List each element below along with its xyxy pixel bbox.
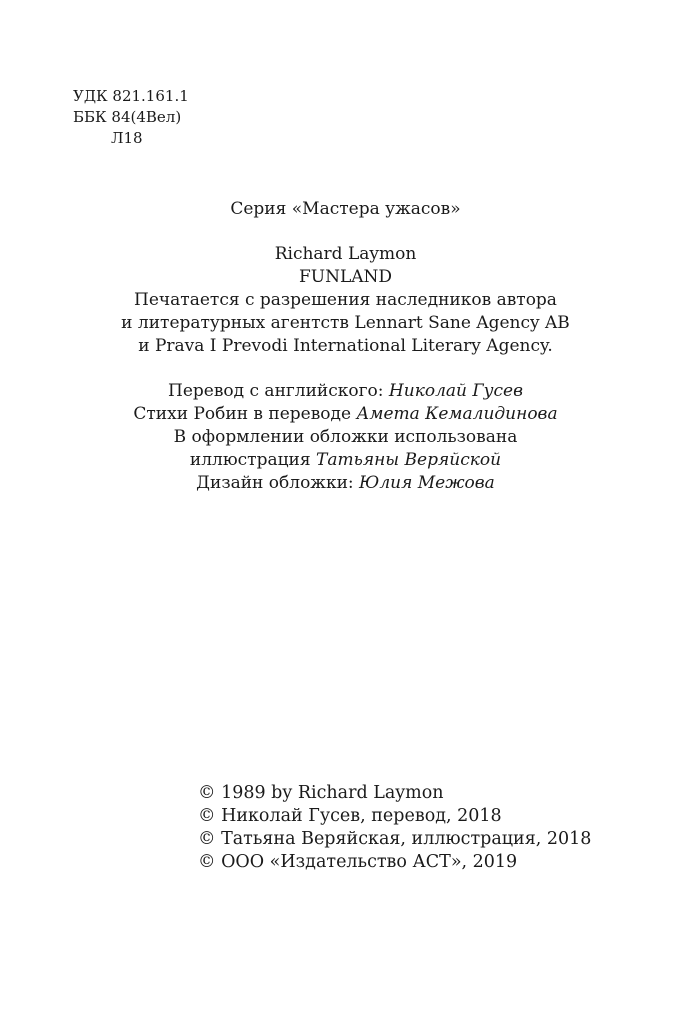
bbk-code: ББК 84(4Вел)	[73, 108, 182, 126]
series-block	[0, 198, 691, 221]
design-credit	[0, 472, 691, 495]
copyright-line-publisher: © ООО «Издательство АСТ», 2019	[198, 852, 518, 872]
designer-name: Юлия Межова	[359, 473, 495, 493]
original-author: Richard Laymon	[274, 244, 417, 264]
translator-name: Николай Гусев	[388, 381, 523, 401]
copyright-line-illustration: © Татьяна Веряйская, иллюстрация, 2018	[198, 829, 592, 849]
original-title: FUNLAND	[298, 267, 393, 287]
design-label: Дизайн обложки:	[196, 473, 360, 493]
translation-label: Перевод с английского:	[168, 381, 389, 401]
original-edition-block	[0, 243, 691, 358]
illustrator-name: Татьяны Веряйской	[316, 450, 502, 470]
credits-block	[0, 380, 691, 495]
translation-credit	[0, 380, 691, 403]
classification-codes	[73, 86, 189, 149]
poems-credit	[0, 403, 691, 426]
author-code: Л18	[111, 129, 143, 147]
illustration-credit	[0, 449, 691, 472]
rights-line-2: и литературных агентств Lennart Sane Agency AB	[121, 313, 570, 333]
poems-label: Стихи Робин в переводе	[133, 404, 357, 424]
poems-translator-name: Амета Кемалидинова	[356, 404, 558, 424]
rights-line-3: и Prava I Prevodi International Literary Agency.	[138, 336, 553, 356]
illustration-label: иллюстрация	[189, 450, 316, 470]
copyright-line-translation: © Николай Гусев, перевод, 2018	[198, 806, 502, 826]
copyright-block	[198, 782, 591, 874]
copyright-line-author: © 1989 by Richard Laymon	[198, 783, 444, 803]
rights-line-1: Печатается с разрешения наследников автора	[134, 290, 557, 310]
cover-note: В оформлении обложки использована	[173, 427, 518, 447]
series-title: Серия «Мастера ужасов»	[230, 199, 461, 219]
udk-code: УДК 821.161.1	[73, 87, 189, 105]
